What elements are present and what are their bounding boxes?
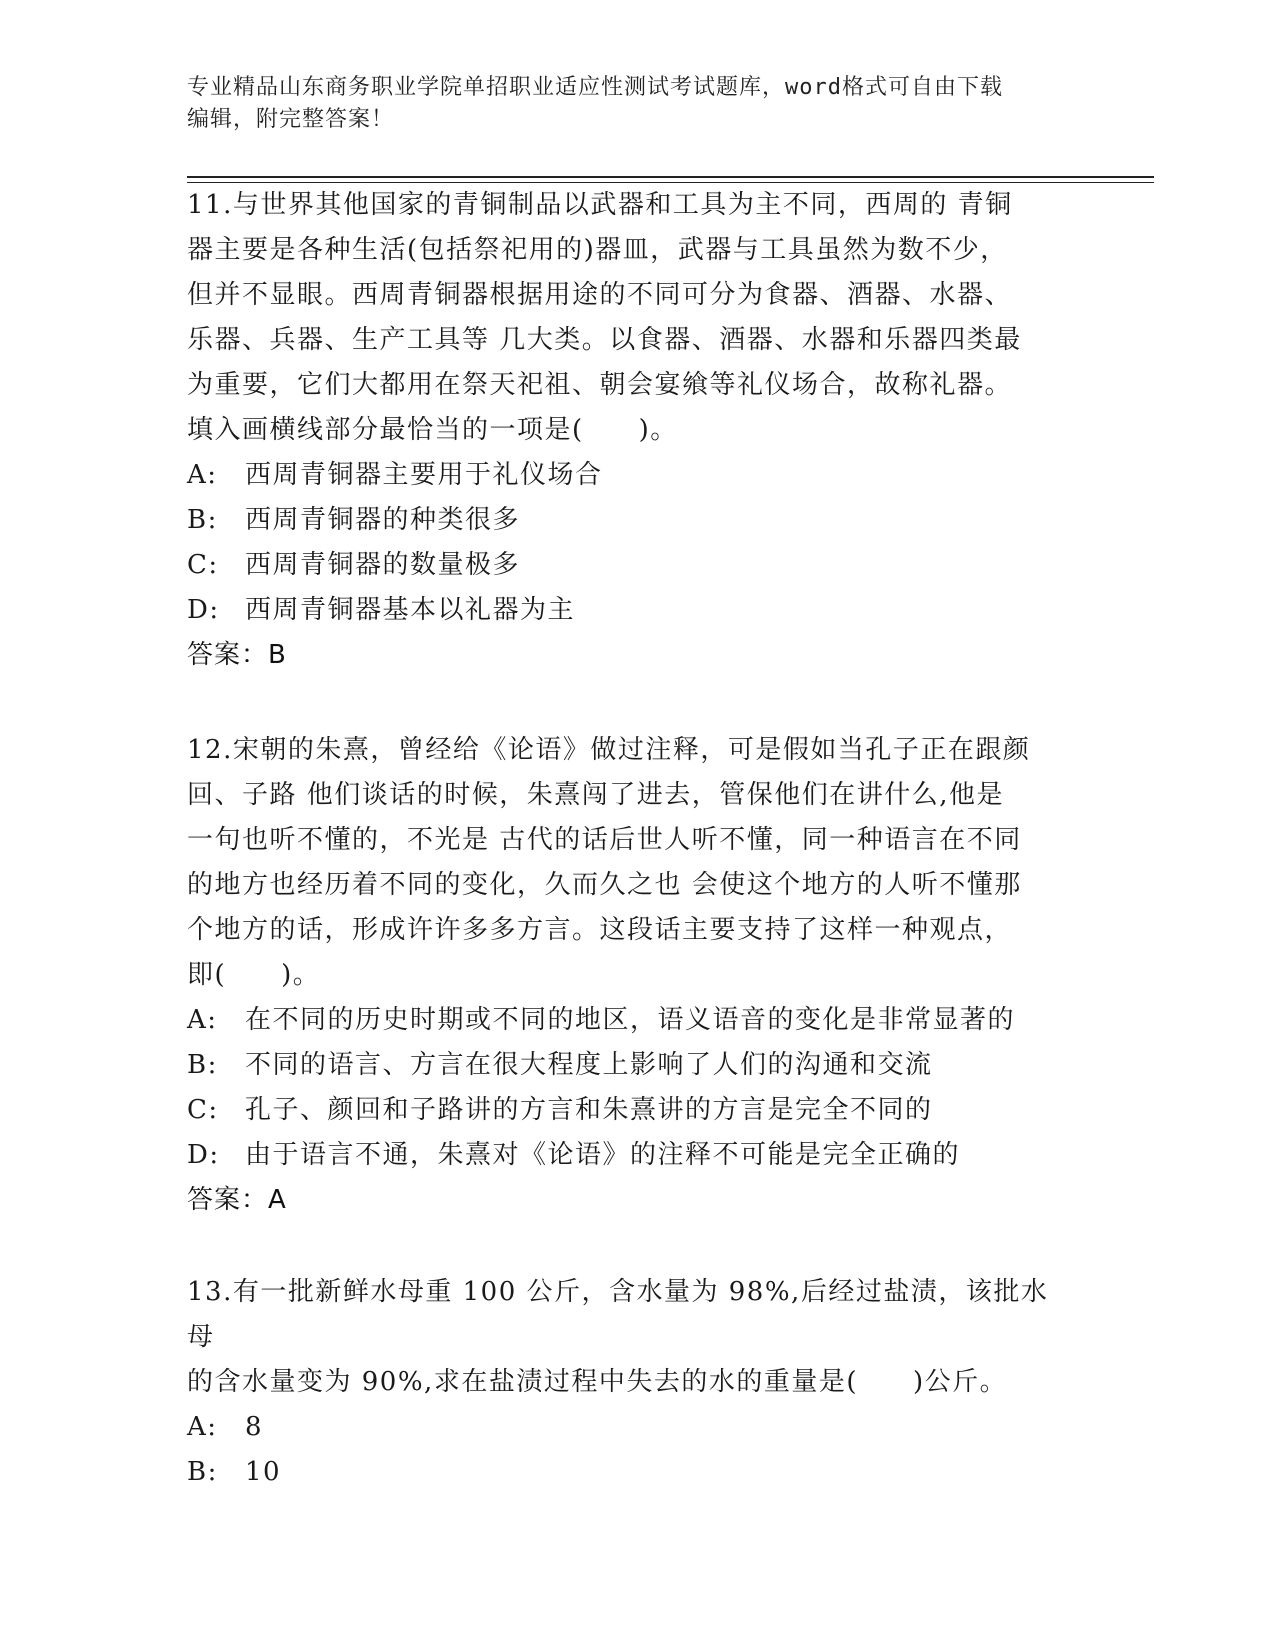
question-stem-line: 即( )。 (187, 960, 321, 990)
option-b (187, 1450, 1067, 1495)
option-a (187, 1405, 1067, 1450)
option-text: 西周青铜器的数量极多 (245, 550, 521, 580)
question-stem-line: 一句也听不懂的，不光是 古代的话后世人听不懂，同一种语言在不同 (187, 825, 1022, 855)
question-stem-line: 但并不显眼。西周青铜器根据用途的不同可分为食器、酒器、水器、 (187, 280, 1013, 310)
option-letter: C: (187, 550, 219, 580)
header-line-2: 编辑，附完整答案！ (187, 107, 395, 132)
option-text: 不同的语言、方言在很大程度上影响了人们的沟通和交流 (245, 1050, 933, 1080)
question-stem-line: 的地方也经历着不同的变化，久而久之也 会使这个地方的人听不懂那 (187, 870, 1022, 900)
option-b (187, 498, 1067, 543)
question-stem-line: 乐器、兵器、生产工具等 几大类。以食器、酒器、水器和乐器四类最 (187, 325, 1022, 355)
header-divider-thick (187, 176, 1154, 178)
option-text: 西周青铜器基本以礼器为主 (245, 595, 576, 625)
option-text: 8 (245, 1412, 264, 1442)
question-stem-line: 回、子路 他们谈话的时候，朱熹闯了进去，管保他们在讲什么,他是 (187, 780, 1005, 810)
option-text: 孔子、颜回和子路讲的方言和朱熹讲的方言是完全不同的 (245, 1095, 933, 1125)
header-line-1-word: word (785, 75, 842, 100)
option-text: 在不同的历史时期或不同的地区，语义语音的变化是非常显著的 (245, 1005, 1016, 1035)
question-stem-line: 11.与世界其他国家的青铜制品以武器和工具为主不同，西周的 青铜 (187, 190, 1013, 220)
option-c (187, 543, 1067, 588)
option-a (187, 453, 1067, 498)
option-letter: A: (187, 1412, 218, 1442)
option-letter: A: (187, 1005, 218, 1035)
option-text: 10 (245, 1457, 282, 1487)
question-stem-line: 个地方的话，形成许许多多方言。这段话主要支持了这样一种观点， (187, 915, 1013, 945)
question-stem-line: 13.有一批新鲜水母重 100 公斤，含水量为 98%,后经过盐渍，该批水母 (187, 1277, 1049, 1352)
question-stem-line: 12.宋朝的朱熹，曾经给《论语》做过注释，可是假如当孔子正在跟颜 (187, 735, 1031, 765)
option-text: 西周青铜器的种类很多 (245, 505, 521, 535)
option-b (187, 1043, 1067, 1088)
option-a (187, 998, 1067, 1043)
option-text: 由于语言不通，朱熹对《论语》的注释不可能是完全正确的 (245, 1140, 961, 1170)
option-d (187, 1133, 1067, 1178)
header-line-1 (187, 72, 1067, 104)
option-d (187, 588, 1067, 633)
option-letter: D: (187, 595, 220, 625)
question-stem-line: 为重要，它们大都用在祭天祀祖、朝会宴飨等礼仪场合，故称礼器。 (187, 370, 1013, 400)
option-c (187, 1088, 1067, 1133)
question-12 (187, 728, 1067, 1223)
option-letter: C: (187, 1095, 219, 1125)
header-line-1-pre: 专业精品山东商务职业学院单招职业适应性测试考试题库， (187, 75, 786, 100)
option-text: 西周青铜器主要用于礼仪场合 (245, 460, 603, 490)
question-stem-line: 填入画横线部分最恰当的一项是( )。 (187, 415, 678, 445)
option-letter: B: (187, 505, 218, 535)
header-line-1-post: 格式可自由下载 (842, 75, 1004, 100)
option-letter: A: (187, 460, 218, 490)
document-header (187, 72, 1067, 136)
question-stem-line: 器主要是各种生活(包括祭祀用的)器皿，武器与工具虽然为数不少， (187, 235, 1008, 265)
answer-line: 答案：A (187, 1185, 287, 1215)
option-letter: B: (187, 1457, 218, 1487)
answer-line: 答案：B (187, 640, 287, 670)
question-stem-line: 的含水量变为 90%,求在盐渍过程中失去的水的重量是( )公斤。 (187, 1367, 1008, 1397)
question-13 (187, 1270, 1067, 1495)
option-letter: D: (187, 1140, 220, 1170)
question-11 (187, 183, 1067, 678)
option-letter: B: (187, 1050, 218, 1080)
